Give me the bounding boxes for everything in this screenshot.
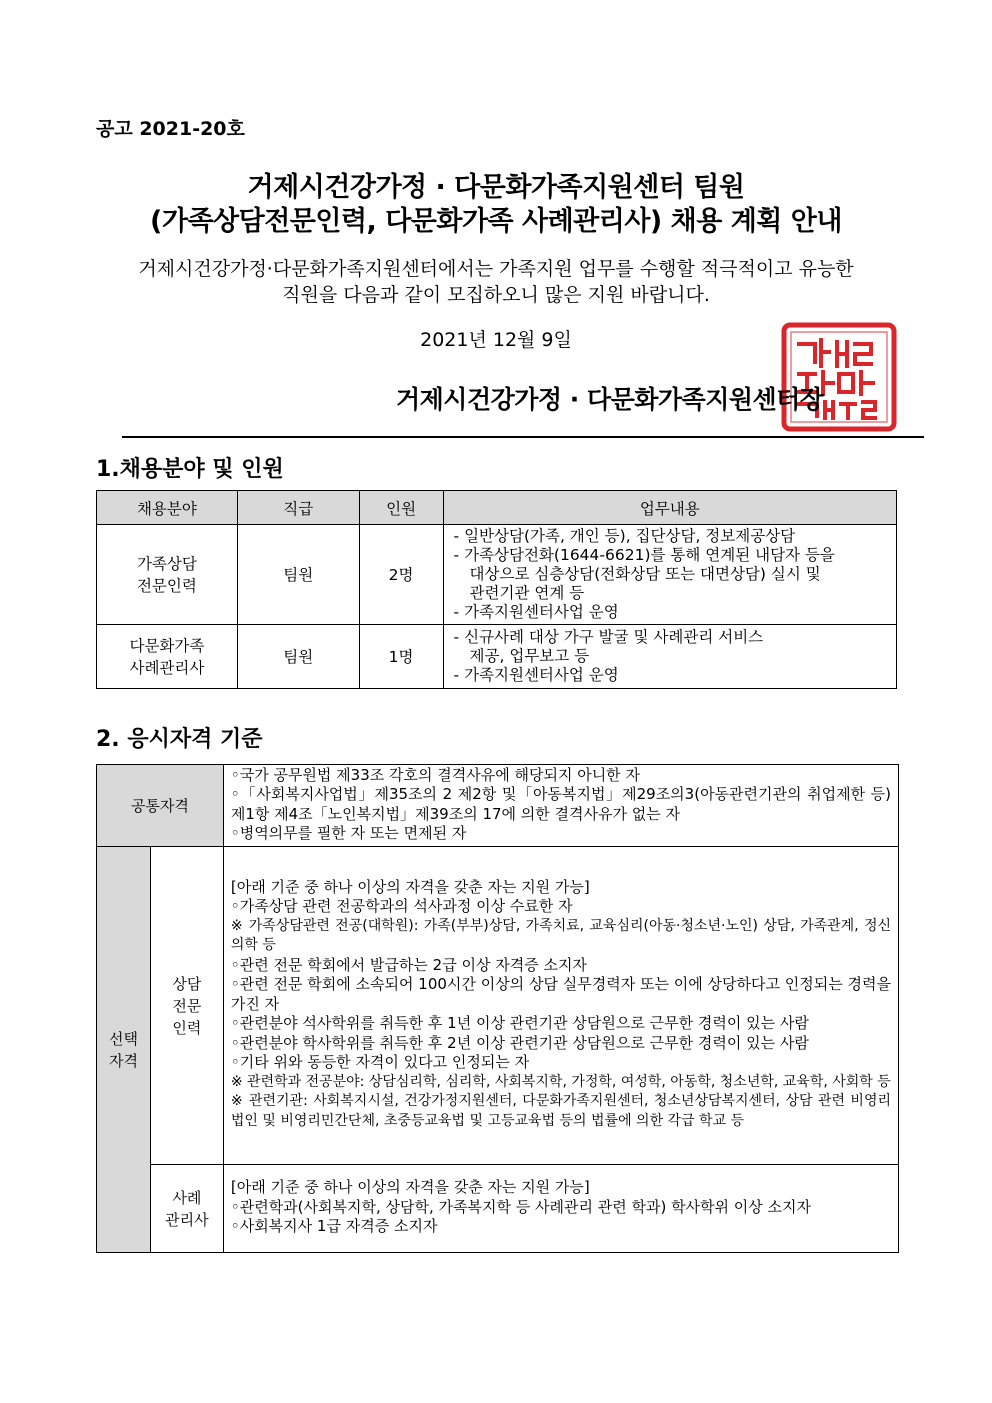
label-line: 자격 — [108, 1051, 138, 1070]
field-line: 전문인력 — [136, 576, 197, 595]
notice-number: 공고 2021-20호 — [96, 118, 245, 140]
intro-line-2: 직원을 다음과 같이 모집하오니 많은 지원 바랍니다. — [282, 284, 710, 306]
label-line: 상담 — [172, 974, 202, 993]
case-manager-label — [150, 1165, 223, 1253]
qualification-line: ◦관련학과(사회복지학, 상담학, 가족복지학 등 사례관리 관련 학과) 학사학위 이상 소지자 — [230, 1197, 812, 1216]
qualification-note: ※ 가족상담관련 전공(대학원): 가족(부부)상담, 가족치료, 교육심리(아동·청소년·노인) 상담, 가족관계, 정신의학 등 — [230, 917, 891, 954]
label-line: 사례 — [172, 1188, 202, 1207]
count-cell: 1명 — [359, 625, 443, 689]
duty-line: - 신규사례 대상 가구 발굴 및 사례관리 서비스 — [453, 628, 764, 646]
recruitment-table — [96, 490, 897, 689]
notice-date: 2021년 12월 9일 — [420, 329, 572, 351]
intro-line-1: 거제시건강가정·다문화가족지원센터에서는 가족지원 업무를 수행할 적극적이고 유능한 — [138, 258, 854, 280]
title-line-1: 거제시건강가정 · 다문화가족지원센터 팀원 — [247, 172, 745, 203]
table-header-row — [97, 491, 897, 525]
label-line: 선택 — [108, 1029, 138, 1048]
counselor-label — [150, 847, 223, 1165]
qualification-note: ※ 관련기관: 사회복지시설, 건강가정지원센터, 다문화가족지원센터, 청소년상담복지센터, 상담 관련 비영리법인 및 비영리민간단체, 초중등교육법 및 고등교육법 등의 법률에 의한 각급 학교 등 — [230, 1093, 891, 1129]
rank-cell: 팀원 — [237, 625, 359, 689]
count-cell: 2명 — [359, 525, 443, 625]
duties-cell — [443, 625, 896, 689]
qualification-note: ※ 관련학과 전공분야: 상담심리학, 심리학, 사회복지학, 가정학, 여성학, 아동학, 청소년학, 교육학, 사회학 등 — [230, 1073, 891, 1090]
duty-line: 관련기관 연계 등 — [469, 584, 585, 602]
table-row — [97, 525, 897, 625]
table-row — [97, 847, 899, 1165]
qualification-line: ◦관련 전문 학회에서 발급하는 2급 이상 자격증 소지자 — [230, 955, 587, 974]
selective-qualification-label — [97, 847, 151, 1253]
qualification-line: ◦「사회복지사업법」제35조의 2 제2항 및「아동복지법」제29조의3(아동관련기관의 취업제한 등) 제1항 제4조「노인복지법」제39조의 17에 의한 결격사유가 없는 자 — [230, 785, 891, 823]
counselor-qualification-content — [223, 847, 898, 1165]
label-line: 인력 — [172, 1018, 202, 1037]
section-2-heading: 2. 응시자격 기준 — [96, 727, 263, 752]
common-qualification-label: 공통자격 — [97, 765, 224, 847]
field-line: 사례관리사 — [129, 658, 205, 677]
intro-paragraph — [90, 256, 902, 308]
table-row — [97, 1165, 899, 1253]
duties-cell — [443, 525, 896, 625]
qualification-line: [아래 기준 중 하나 이상의 자격을 갖춘 자는 지원 가능] — [230, 877, 590, 896]
issuer-name: 거제시건강가정 · 다문화가족지원센터장 — [396, 385, 824, 414]
header-count: 인원 — [359, 491, 443, 525]
duty-line: - 가족상담전화(1644-6621)를 통해 연계된 내담자 등을 — [453, 546, 835, 564]
duty-line: 제공, 업무보고 등 — [469, 647, 590, 665]
qualification-line: ◦관련분야 석사학위를 취득한 후 1년 이상 관련기관 상담원으로 근무한 경력이 있는 사람 — [230, 1014, 809, 1033]
qualification-line: ◦관련 전문 학회에 소속되어 100시간 이상의 상담 실무경력자 또는 이에 상당하다고 인정되는 경력을 가진 자 — [230, 975, 891, 1013]
qualification-line: ◦국가 공무원법 제33조 각호의 결격사유에 해당되지 아니한 자 — [230, 765, 640, 784]
section-1-heading: 1.채용분야 및 인원 — [96, 457, 284, 482]
header-divider — [122, 436, 924, 438]
duty-line: - 일반상담(가족, 개인 등), 집단상담, 정보제공상담 — [453, 527, 796, 545]
table-row — [97, 625, 897, 689]
field-line: 가족상담 — [136, 554, 197, 573]
header-rank: 직급 — [237, 491, 359, 525]
qualification-line: [아래 기준 중 하나 이상의 자격을 갖춘 자는 지원 가능] — [230, 1178, 590, 1197]
qualification-line: ◦관련분야 학사학위를 취득한 후 2년 이상 관련기관 상담원으로 근무한 경력이 있는 사람 — [230, 1033, 809, 1052]
rank-cell: 팀원 — [237, 525, 359, 625]
field-line: 다문화가족 — [129, 636, 205, 655]
qualification-line: ◦가족상담 관련 전공학과의 석사과정 이상 수료한 자 — [230, 897, 573, 916]
duty-line: 대상으로 심층상담(전화상담 또는 대면상담) 실시 및 — [469, 565, 821, 583]
duty-line: - 가족지원센터사업 운영 — [453, 666, 619, 684]
qualification-line: ◦사회복지사 1급 자격증 소지자 — [230, 1217, 438, 1236]
label-line: 전문 — [172, 996, 202, 1015]
title-line-2: (가족상담전문인력, 다문화가족 사례관리사) 채용 계획 안내 — [150, 206, 842, 237]
case-manager-qualification-content — [223, 1165, 898, 1253]
header-duties: 업무내용 — [443, 491, 896, 525]
qualification-table — [96, 764, 899, 1253]
common-qualification-content — [223, 765, 898, 847]
qualification-line: ◦기타 위와 동등한 자격이 있다고 인정되는 자 — [230, 1053, 530, 1072]
field-cell — [97, 625, 238, 689]
qualification-line: ◦병역의무를 필한 자 또는 면제된 자 — [230, 824, 467, 842]
field-cell — [97, 525, 238, 625]
table-row — [97, 765, 899, 847]
duty-line: - 가족지원센터사업 운영 — [453, 603, 619, 621]
label-line: 관리사 — [165, 1210, 209, 1229]
header-field: 채용분야 — [97, 491, 238, 525]
